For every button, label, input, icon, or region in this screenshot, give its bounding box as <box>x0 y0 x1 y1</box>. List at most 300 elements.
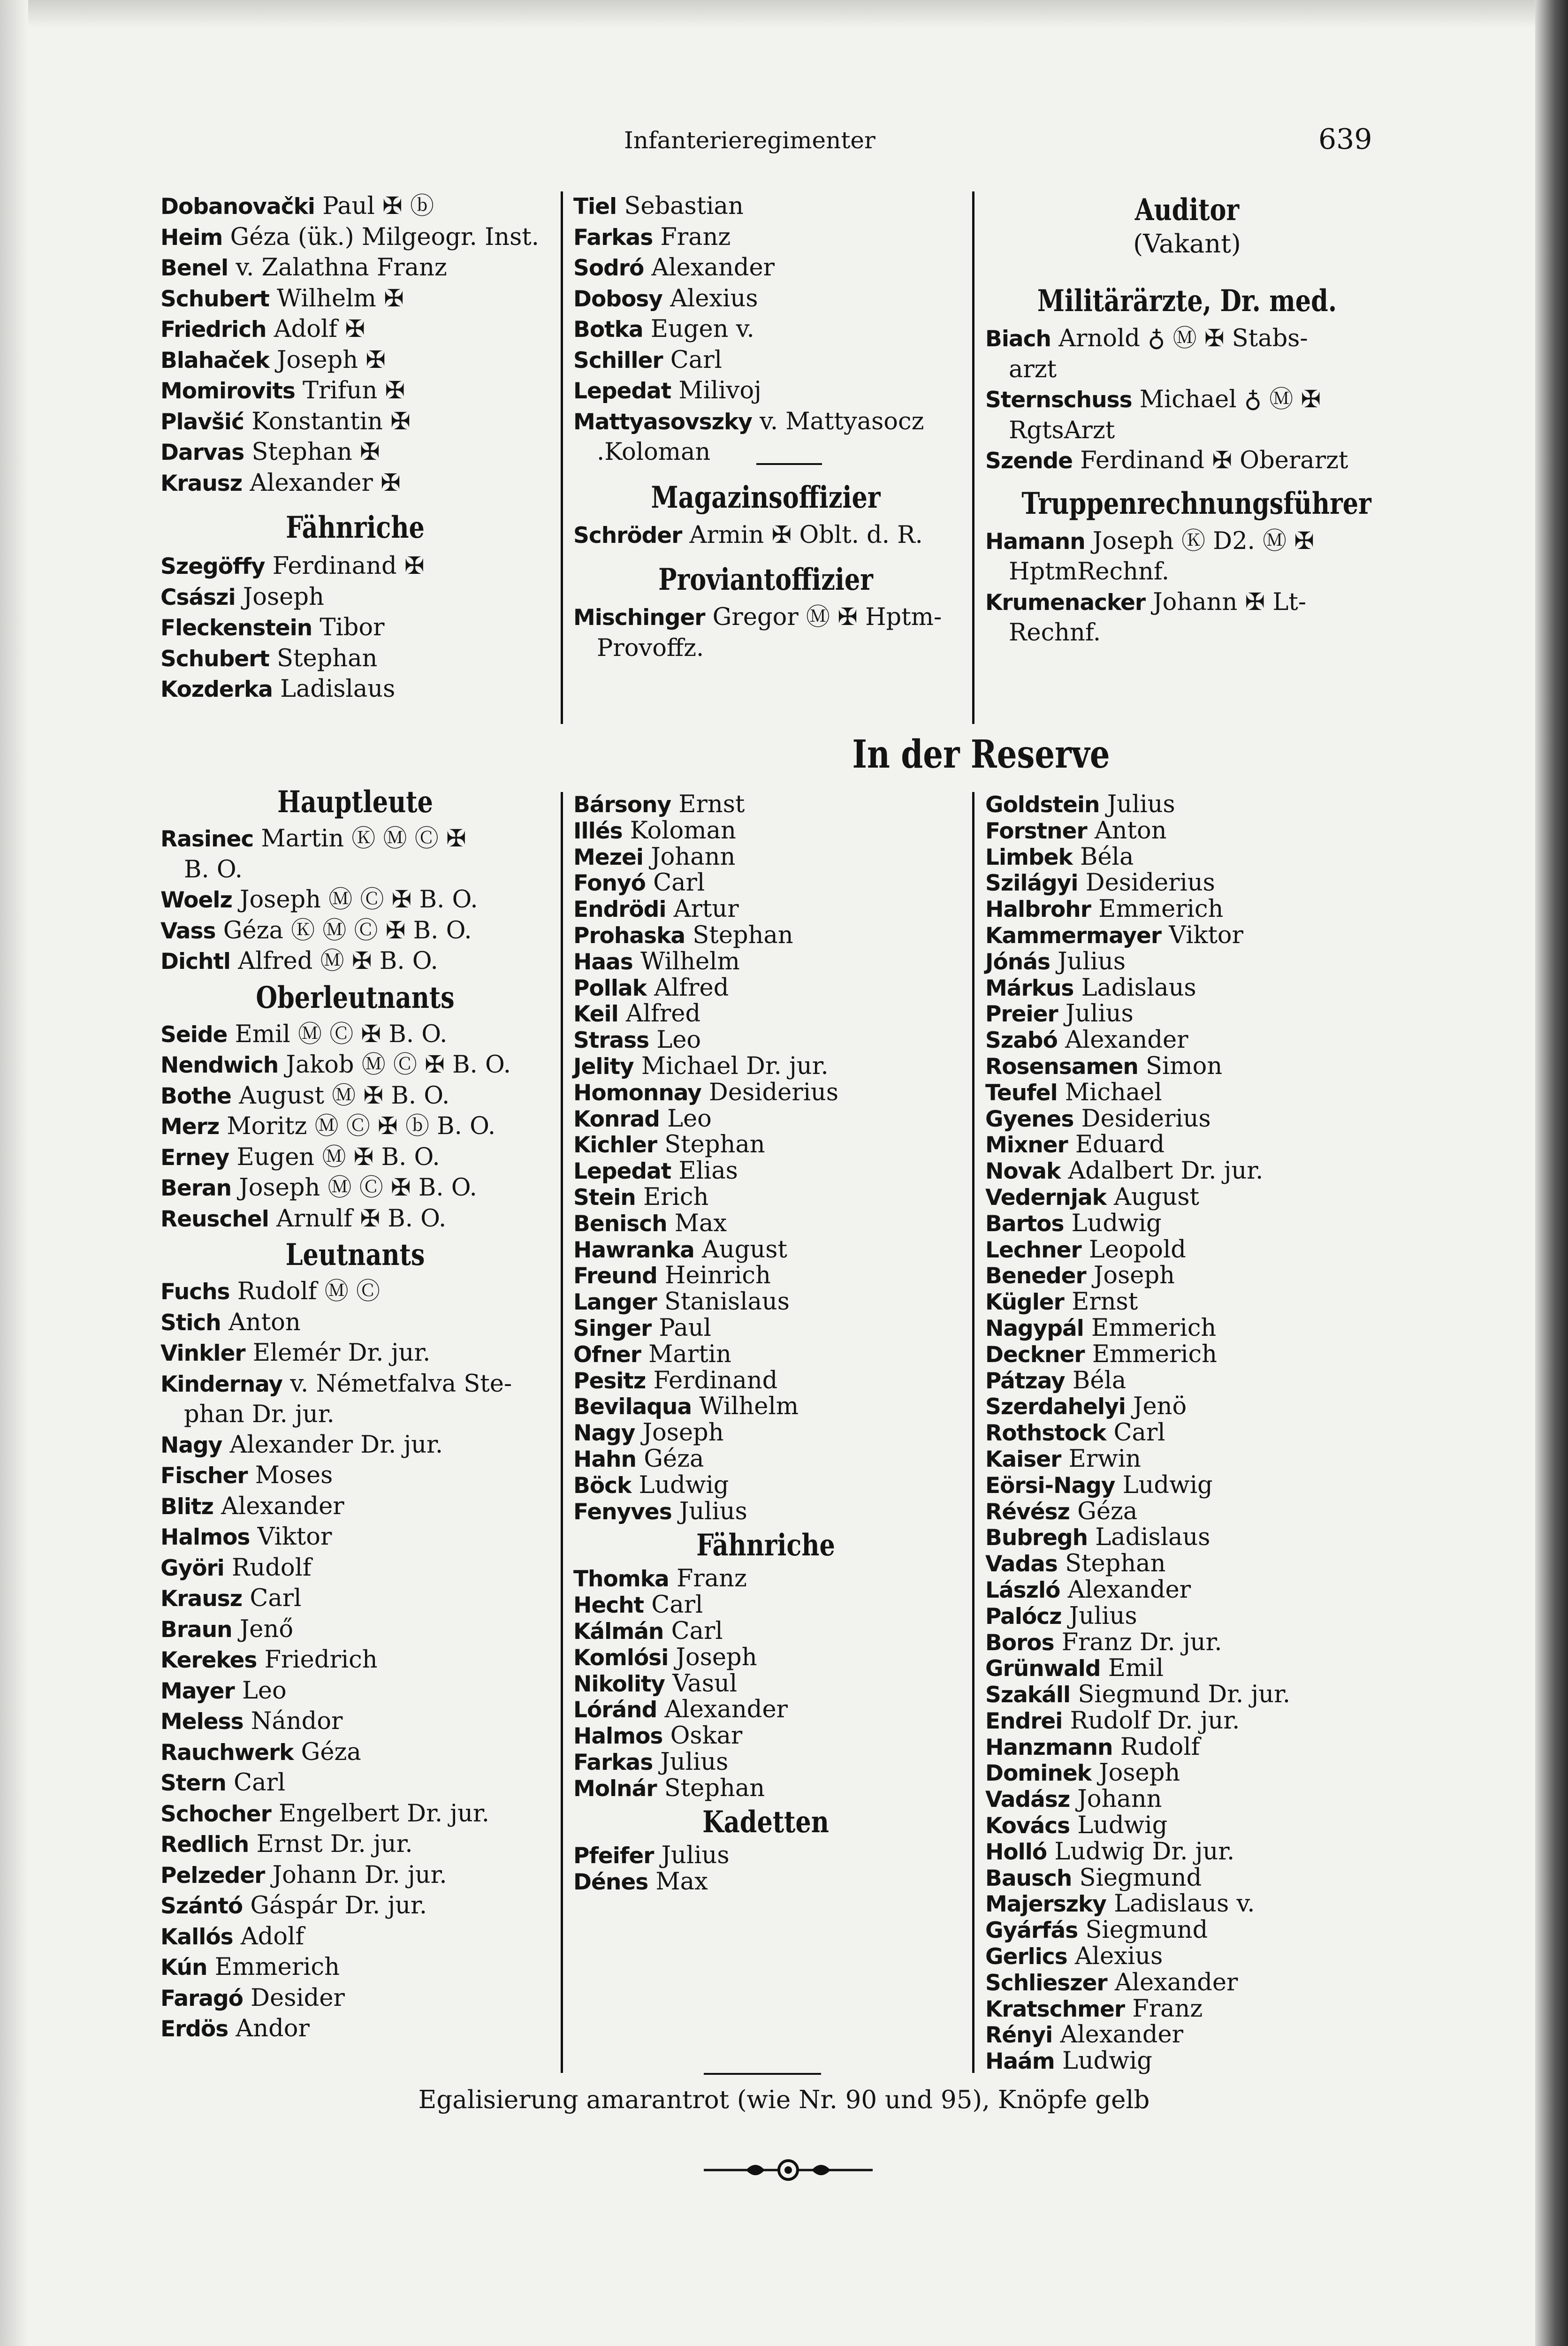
entry-text: Ferdinand <box>646 1366 778 1394</box>
list-item <box>573 897 958 923</box>
list-item <box>573 1316 958 1342</box>
entry-text: Joseph Ⓜ Ⓒ ✠ B. O. <box>232 886 478 914</box>
entry-text: Friedrich <box>257 1646 378 1674</box>
entry-text: Rudolf Dr. jur. <box>1062 1706 1240 1735</box>
list-item <box>985 1237 1389 1264</box>
surname: Deckner <box>985 1341 1085 1368</box>
entry-text: Géza <box>636 1445 704 1473</box>
list-item <box>573 1671 958 1698</box>
list-item <box>573 1001 958 1028</box>
surname: Heim <box>160 224 223 251</box>
list-item <box>573 1645 958 1671</box>
column-rule <box>972 191 974 724</box>
entry-text: Eduard <box>1067 1131 1165 1159</box>
surname: Botka <box>573 317 643 343</box>
entry-text: Ludwig <box>1115 1471 1213 1499</box>
entry-text: Ernst <box>1064 1288 1138 1316</box>
entry-text: Carl <box>663 1617 723 1645</box>
list-item <box>160 1860 550 1891</box>
entry-text: Alexander <box>213 1492 344 1520</box>
list-item <box>985 818 1389 845</box>
surname: Nagy <box>160 1432 222 1458</box>
surname: Szántó <box>160 1893 243 1919</box>
surname: Hawranka <box>573 1237 694 1263</box>
list-reserve-faehnriche <box>573 1566 958 1802</box>
list-item <box>160 824 550 855</box>
entry-text: Stanislaus <box>656 1288 790 1316</box>
entry-text: Trifun ✠ <box>295 377 405 404</box>
column-3-active <box>985 191 1389 648</box>
list-item <box>985 1970 1389 1996</box>
list-item <box>573 1499 958 1525</box>
column-1-active <box>160 191 550 705</box>
entry-text: Julius <box>654 1842 730 1870</box>
list-item <box>160 284 550 315</box>
surname: Vass <box>160 918 216 944</box>
surname: Halbrohr <box>985 897 1091 923</box>
column-rule <box>972 792 974 2073</box>
entry-text: Ludwig Dr. jur. <box>1047 1837 1235 1866</box>
list-item <box>985 2022 1389 2049</box>
list-item <box>985 324 1389 355</box>
entry-text: Adolf ✠ <box>266 315 365 343</box>
surname: Hahn <box>573 1446 636 1472</box>
entry-text: Rudolf <box>1112 1733 1200 1761</box>
entry-text: Leopold <box>1081 1235 1186 1264</box>
entry-text: arzt <box>1009 355 1057 383</box>
entry-text: Ladislaus <box>1088 1523 1210 1552</box>
surname: Bausch <box>985 1865 1072 1891</box>
entry-text: Eugen Ⓜ ✠ B. O. <box>229 1143 440 1171</box>
surname: Haas <box>573 949 633 975</box>
surname: Györi <box>160 1555 224 1581</box>
surname: Keil <box>573 1001 618 1028</box>
list-item <box>160 1492 550 1523</box>
list-item <box>573 253 958 284</box>
list-item <box>573 602 958 633</box>
section-heading-militaeraerzte: Militärärzte, Dr. med. <box>1037 283 1337 319</box>
surname: Jónás <box>985 949 1050 975</box>
list-item <box>160 1829 550 1860</box>
entry-text: Jenö <box>1125 1393 1187 1421</box>
entry-text: Engelbert Dr. jur. <box>271 1799 489 1828</box>
list-item-continuation <box>985 416 1389 446</box>
surname: Kún <box>160 1955 207 1980</box>
surname: Friedrich <box>160 317 266 343</box>
surname: Reuschel <box>160 1206 269 1232</box>
entry-text: Alexius <box>662 284 758 312</box>
surname: Momirovits <box>160 378 295 404</box>
entry-text: Alexander <box>657 1696 788 1724</box>
list-item <box>160 437 550 468</box>
surname: Kügler <box>985 1289 1064 1316</box>
surname: Kammermayer <box>985 922 1162 949</box>
surname: Márkus <box>985 975 1074 1001</box>
entry-text: Alexius <box>1067 1942 1163 1971</box>
list-item <box>985 385 1389 416</box>
entry-text: Carl <box>644 1591 703 1619</box>
list-item <box>160 551 550 582</box>
entry-text: Joseph <box>635 1419 724 1447</box>
list-item <box>573 520 958 551</box>
entry-text: Elemér Dr. jur. <box>245 1339 431 1367</box>
surname: Vadász <box>985 1787 1070 1813</box>
surname: Prohaska <box>573 922 685 949</box>
surname: Endrödi <box>573 897 666 923</box>
list-reserve-2 <box>573 792 958 1525</box>
surname: Hecht <box>573 1592 644 1619</box>
list-item <box>985 1760 1389 1787</box>
entry-text: August <box>1106 1183 1199 1211</box>
surname: Komlósi <box>573 1645 669 1671</box>
entry-text: Stephan <box>656 1774 765 1802</box>
list-item <box>160 613 550 644</box>
list-item <box>573 1394 958 1420</box>
list-item <box>160 1112 550 1143</box>
surname: László <box>985 1577 1060 1603</box>
surname: Lóránd <box>573 1697 657 1723</box>
surname: Sternschuss <box>985 387 1132 413</box>
entry-text: Géza Ⓚ Ⓜ Ⓒ ✠ B. O. <box>215 916 472 944</box>
list-active-officers <box>160 191 550 499</box>
surname: Holló <box>985 1839 1047 1865</box>
surname: Farkas <box>573 224 653 251</box>
surname: Rényi <box>985 2022 1053 2049</box>
entry-text: Julius <box>1099 791 1175 818</box>
entry-text: Stephan <box>1057 1550 1166 1578</box>
surname: Majerszky <box>985 1891 1106 1918</box>
surname: Blitz <box>160 1493 213 1520</box>
entry-text: Tibor <box>312 614 385 641</box>
entry-text: Arnold ♁ Ⓜ ✠ Stabs- <box>1050 325 1308 352</box>
surname: Singer <box>573 1315 652 1341</box>
running-header: Infanterieregimenter <box>624 127 875 154</box>
section-heading-kadetten: Kadetten <box>702 1805 829 1840</box>
list-item <box>160 1308 550 1339</box>
entry-text: Géza (ük.) Milgeogr. Inst. <box>222 223 539 251</box>
entry-text: v. Németfalva Ste- <box>282 1370 512 1398</box>
list-item <box>160 1461 550 1492</box>
list-item <box>573 818 958 845</box>
page-number: 639 <box>1318 123 1372 156</box>
list-item <box>985 1499 1389 1525</box>
list-item <box>573 1080 958 1106</box>
surname: Novak <box>985 1158 1061 1185</box>
entry-text: Rudolf <box>224 1554 312 1582</box>
surname: Benel <box>160 255 228 281</box>
list-leutnants <box>160 1277 550 2045</box>
list-faehnriche <box>160 551 550 705</box>
entry-text: Alexander <box>1057 1026 1188 1054</box>
entry-text: Adalbert Dr. jur. <box>1060 1157 1264 1185</box>
surname: Darvas <box>160 440 244 465</box>
list-item <box>573 1263 958 1289</box>
surname: Redlich <box>160 1832 249 1858</box>
surname: Krumenacker <box>985 589 1145 616</box>
entry-text: Alfred <box>646 974 729 1002</box>
surname: Kovács <box>985 1813 1070 1839</box>
surname: Boros <box>985 1630 1054 1656</box>
list-item <box>985 1054 1389 1080</box>
entry-text: Johann ✠ Lt- <box>1145 588 1307 616</box>
entry-text: Gregor Ⓜ ✠ Hptm- <box>705 603 942 631</box>
list-item <box>573 1028 958 1054</box>
column-rule <box>561 191 563 724</box>
list-item <box>573 1342 958 1368</box>
section-heading-truppenrechnungsfuehrer: Truppenrechnungsführer <box>1021 486 1371 521</box>
list-item <box>160 376 550 407</box>
surname: Preier <box>985 1001 1058 1028</box>
entry-text: Ladislaus v. <box>1106 1890 1255 1918</box>
list-item <box>160 916 550 947</box>
surname: Szakáll <box>985 1682 1071 1708</box>
entry-text: Anton <box>221 1308 301 1336</box>
entry-text: Ladislaus <box>1073 974 1196 1002</box>
entry-text: Stephan <box>657 1131 765 1159</box>
surname: Endrei <box>985 1708 1063 1734</box>
surname: Böck <box>573 1472 632 1499</box>
surname: Nagy <box>573 1420 635 1447</box>
entry-text: Joseph ✠ <box>269 346 386 374</box>
list-item <box>985 446 1389 477</box>
list-oberleutnants <box>160 1020 550 1235</box>
list-item <box>985 949 1389 975</box>
list-item <box>985 1158 1389 1185</box>
list-item <box>160 1645 550 1676</box>
entry-text: v. Mattyasocz <box>752 407 924 435</box>
surname: Sodró <box>573 255 644 281</box>
list-item <box>573 1185 958 1211</box>
list-item <box>573 345 958 376</box>
section-heading-hauptleute: Hauptleute <box>277 785 433 820</box>
entry-text: Alfred <box>618 1000 701 1028</box>
list-item <box>573 1592 958 1619</box>
surname: Schlieszer <box>985 1970 1107 1996</box>
entry-text: Carl <box>226 1769 286 1797</box>
list-item <box>160 644 550 675</box>
entry-text: Carl <box>242 1584 302 1612</box>
surname: Pesitz <box>573 1368 646 1394</box>
surname: Bubregh <box>985 1525 1088 1551</box>
entry-text: Leo <box>649 1026 701 1054</box>
list-item <box>985 1263 1389 1289</box>
entry-text: .Koloman <box>597 438 711 466</box>
list-item <box>160 1891 550 1922</box>
entry-text: Franz <box>669 1565 747 1593</box>
list-item <box>985 1028 1389 1054</box>
surname: Benisch <box>573 1211 667 1237</box>
surname: Forstner <box>985 818 1087 844</box>
list-item <box>985 1866 1389 1892</box>
list-item <box>985 923 1389 949</box>
list-item <box>985 1996 1389 2023</box>
list-item <box>985 1682 1389 1708</box>
entry-text: Emmerich <box>1083 1314 1217 1342</box>
entry-text: Stephan <box>269 644 378 672</box>
entry-text: Joseph <box>1091 1759 1180 1787</box>
list-item <box>573 1697 958 1723</box>
surname: Fenyves <box>573 1499 672 1525</box>
entry-text: Ladislaus <box>272 675 396 703</box>
section-heading-auditor: Auditor <box>1134 192 1240 228</box>
surname: Stich <box>160 1310 221 1336</box>
list-item <box>160 1081 550 1112</box>
surname: Szegöffy <box>160 554 265 579</box>
surname: Krausz <box>160 1586 243 1612</box>
list-reserve-3 <box>985 792 1389 2075</box>
entry-text: Ludwig <box>1054 2047 1152 2075</box>
list-item <box>573 949 958 975</box>
list-item-continuation <box>985 618 1389 648</box>
entry-text: Ludwig <box>1070 1812 1168 1840</box>
surname: Dominek <box>985 1760 1091 1787</box>
list-item <box>985 1604 1389 1630</box>
surname: Nikolity <box>573 1671 665 1697</box>
entry-text: Leo <box>659 1104 712 1133</box>
page-top-edge <box>0 0 1568 28</box>
list-item <box>160 468 550 499</box>
entry-text: Siegmund Dr. jur. <box>1070 1681 1291 1709</box>
surname: Palócz <box>985 1603 1062 1630</box>
list-militaeraerzte <box>985 324 1389 477</box>
list-item <box>160 1768 550 1799</box>
surname: Kallós <box>160 1924 233 1950</box>
list-item <box>160 1706 550 1737</box>
surname: Hamann <box>985 528 1085 555</box>
surname: Mezei <box>573 844 643 870</box>
list-item <box>573 975 958 1002</box>
entry-text: Armin ✠ Oblt. d. R. <box>682 521 923 549</box>
surname: Faragó <box>160 1985 243 2011</box>
list-item <box>573 1420 958 1447</box>
surname: Thomka <box>573 1566 669 1592</box>
surname: Gyárfás <box>985 1918 1078 1944</box>
list-item <box>985 1891 1389 1918</box>
entry-text: Béla <box>1065 1366 1127 1394</box>
surname: Kerekes <box>160 1647 257 1673</box>
list-item <box>160 2014 550 2045</box>
list-item <box>985 1368 1389 1394</box>
entry-text: Julius <box>653 1748 729 1776</box>
surname: Ofner <box>573 1341 641 1368</box>
surname: Schiller <box>573 347 663 373</box>
list-item <box>573 923 958 949</box>
entry-text: Viktor <box>250 1523 332 1551</box>
surname: Fonyó <box>573 870 646 897</box>
entry-text: Carl <box>645 869 705 897</box>
entry-text: August <box>694 1235 787 1264</box>
entry-text: Paul <box>651 1314 711 1342</box>
entry-text: Alexander <box>644 254 775 282</box>
surname: Vinkler <box>160 1341 245 1366</box>
entry-text: Alexander <box>1107 1968 1238 1996</box>
entry-text: Wilhelm ✠ <box>269 284 404 312</box>
surname: Haám <box>985 2049 1055 2075</box>
entry-text: Eugen v. <box>643 315 754 343</box>
list-item <box>573 1776 958 1802</box>
surname: Fleckenstein <box>160 615 312 641</box>
entry-text: Moses <box>247 1462 333 1489</box>
list-item <box>160 1369 550 1400</box>
list-kadetten <box>573 1843 958 1896</box>
list-item <box>985 587 1389 618</box>
surname: Jelity <box>573 1053 634 1080</box>
list-item <box>985 1630 1389 1656</box>
column-2-active <box>573 191 958 663</box>
list-item <box>160 191 550 222</box>
surname: Beran <box>160 1175 232 1201</box>
surname: Lepedat <box>573 1158 671 1185</box>
entry-text: Provoffz. <box>597 634 704 662</box>
entry-text: Desider <box>243 1984 345 2012</box>
surname: Szabó <box>985 1028 1058 1054</box>
surname: Beneder <box>985 1263 1086 1289</box>
surname: Gerlics <box>985 1944 1067 1970</box>
surname: Szerdahelyi <box>985 1394 1126 1420</box>
surname: Lechner <box>985 1237 1081 1263</box>
surname: Mayer <box>160 1678 235 1704</box>
list-item <box>573 1132 958 1158</box>
surname: Rauchwerk <box>160 1739 294 1766</box>
surname: Plavšić <box>160 409 244 435</box>
list-item <box>985 1944 1389 1970</box>
surname: Pfeifer <box>573 1843 654 1869</box>
surname: Fischer <box>160 1463 248 1489</box>
surname: Bevilaqua <box>573 1394 692 1420</box>
section-heading-proviantoffizier: Proviantoffizier <box>658 562 873 597</box>
entry-text: Alexander <box>1060 1576 1191 1604</box>
surname: Konrad <box>573 1106 660 1132</box>
list-item-continuation <box>160 1400 550 1430</box>
column-2-reserve <box>573 792 958 1896</box>
list-item <box>160 885 550 916</box>
list-item <box>160 1584 550 1615</box>
reserve-heading: In der Reserve <box>852 732 1110 777</box>
auditor-vakant: (Vakant) <box>1133 229 1241 259</box>
entry-text: Michael ♁ Ⓜ ✠ <box>1132 386 1321 413</box>
footer-egalisierung: Egalisierung amarantrot (wie Nr. 90 und 95), Knöpfe gelb <box>418 2086 1150 2114</box>
entry-text: Ludwig <box>1064 1209 1162 1237</box>
entry-text: Konstantin ✠ <box>244 407 411 435</box>
entry-text: Ferdinand ✠ <box>265 552 425 580</box>
surname: Halmos <box>160 1524 250 1550</box>
list-item <box>985 1551 1389 1577</box>
surname: Gyenes <box>985 1106 1074 1132</box>
list-item <box>985 1735 1389 1761</box>
list-item <box>573 1750 958 1776</box>
list-item <box>573 1447 958 1473</box>
list-item <box>985 1211 1389 1237</box>
list-item <box>573 1869 958 1896</box>
list-item <box>160 1020 550 1051</box>
entry-text: Michael <box>1057 1078 1162 1106</box>
surname: Rosensamen <box>985 1053 1138 1080</box>
list-item <box>985 870 1389 897</box>
list-item <box>573 870 958 897</box>
entry-text: B. O. <box>184 855 243 884</box>
entry-text: Paul ✠ ⓑ <box>315 192 434 220</box>
entry-text: Oskar <box>662 1722 743 1750</box>
list-item <box>573 1368 958 1394</box>
entry-text: Erich <box>635 1183 709 1211</box>
entry-text: Ferdinand ✠ Oberarzt <box>1073 447 1348 474</box>
list-item <box>985 1420 1389 1447</box>
entry-text: Max <box>667 1209 727 1237</box>
list-item <box>985 1839 1389 1866</box>
list-magazinsoffizier <box>573 520 958 551</box>
surname: Biach <box>985 326 1051 352</box>
entry-text: Julius <box>1061 1602 1137 1630</box>
